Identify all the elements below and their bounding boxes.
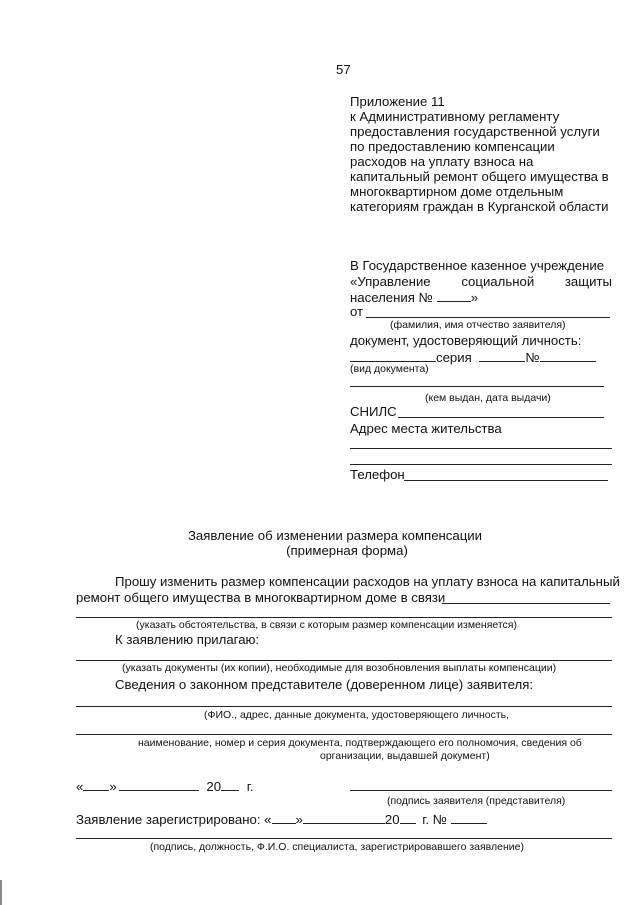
representative-caption3: организации, выдавшей документ): [320, 750, 490, 762]
addressee-word: защиты: [564, 274, 612, 289]
request-line1: Прошу изменить размер компенсации расходов на уплату взноса на капитальный: [115, 574, 620, 589]
address-field-line2[interactable]: [350, 464, 612, 465]
registered-year-field[interactable]: [400, 812, 416, 824]
document-number-field[interactable]: [540, 350, 596, 362]
request-line2: ремонт общего имущества в многоквартирном доме в связи: [76, 590, 446, 605]
registered-number-label: г. №: [422, 812, 447, 827]
addressee-line3: [350, 290, 478, 305]
date-day-field[interactable]: [83, 779, 109, 791]
registration-row: [76, 812, 487, 827]
specialist-caption: (подпись, должность, Ф.И.О. специалиста, зарегистрировавшего заявление): [150, 841, 524, 853]
addressee-line2: [350, 274, 612, 289]
attachments-field[interactable]: [76, 660, 612, 661]
form-title: Заявление об изменении размера компенсации: [187, 528, 483, 543]
appendix-line: по предоставлению компенсации: [350, 139, 555, 154]
closing-quote: »: [470, 290, 479, 305]
applicant-name-field[interactable]: [366, 317, 610, 318]
appendix-header: [350, 94, 609, 214]
document-type-caption: (вид документа): [350, 363, 429, 375]
registered-number-field[interactable]: [451, 812, 487, 824]
date-close-quote: »: [109, 779, 117, 794]
address-field-line1[interactable]: [350, 448, 612, 449]
issued-by-field[interactable]: [350, 386, 604, 387]
appendix-line: Приложение 11: [350, 94, 445, 109]
date-year-field[interactable]: [221, 779, 239, 791]
institution-number-field[interactable]: [437, 290, 471, 302]
series-field[interactable]: [479, 350, 525, 362]
specialist-signature-field[interactable]: [76, 838, 612, 839]
date-open-quote: «: [76, 779, 84, 794]
date-row: [76, 779, 254, 794]
attachments-label: К заявлению прилагаю:: [115, 632, 260, 647]
phone-field[interactable]: [404, 480, 608, 481]
representative-label: Сведения о законном представителе (доверенном лице) заявителя:: [115, 677, 534, 692]
appendix-line: многоквартирном доме отдельным: [350, 184, 564, 199]
registered-year-prefix: 20: [384, 812, 400, 827]
form-subtitle: (примерная форма): [286, 543, 408, 558]
registered-label: Заявление зарегистрировано: «: [76, 812, 272, 827]
appendix-line: категориям граждан в Курганской области: [350, 199, 609, 214]
registered-close-quote: »: [295, 812, 303, 827]
series-label: серия: [436, 350, 472, 365]
reason-caption: (указать обстоятельства, в связи с которым размер компенсации изменяется): [136, 619, 517, 631]
address-label: Адрес места жительства: [350, 421, 502, 436]
applicant-name-caption: (фамилия, имя отчество заявителя): [390, 319, 566, 331]
document-type-field[interactable]: [350, 350, 436, 362]
scan-edge: [0, 880, 2, 905]
date-month-field[interactable]: [119, 779, 199, 791]
registered-day-field[interactable]: [272, 812, 296, 824]
representative-caption1: (ФИО., адрес, данные документа, удостоверяющего личность,: [204, 709, 510, 721]
page-number: 57: [336, 62, 351, 77]
applicant-signature-field[interactable]: [350, 790, 612, 791]
signature-caption: (подпись заявителя (представителя): [387, 795, 566, 807]
registered-month-field[interactable]: [303, 812, 385, 824]
attachments-caption: (указать документы (их копии), необходимые для возобновления выплаты компенсации): [122, 662, 557, 674]
institution-number-label: населения №: [350, 290, 433, 305]
addressee-word: социальной: [461, 274, 535, 289]
appendix-line: к Административному регламенту: [350, 109, 560, 124]
id-document-label: документ, удостоверяющий личность:: [350, 333, 582, 348]
issued-by-caption: (кем выдан, дата выдачи): [425, 392, 551, 404]
appendix-line: предоставления государственной услуги: [350, 124, 600, 139]
phone-label: Телефон: [350, 467, 405, 482]
number-label: №: [525, 350, 540, 365]
representative-caption2: наименование, номер и серия документа, подтверждающего его полномочия, сведения об: [138, 737, 582, 749]
representative-field-line1[interactable]: [76, 706, 612, 707]
addressee-line1: В Государственное казенное учреждение: [350, 258, 605, 273]
addressee-word: «Управление: [350, 274, 431, 289]
representative-field-line2[interactable]: [76, 734, 612, 735]
appendix-line: расходов на уплату взноса на: [350, 154, 534, 169]
date-year-prefix: 20: [206, 779, 222, 794]
snils-label: СНИЛС: [350, 404, 397, 419]
appendix-line: капитальный ремонт общего имущества в: [350, 169, 609, 184]
snils-field[interactable]: [398, 417, 604, 418]
reason-field[interactable]: [76, 617, 612, 618]
from-label: от: [350, 304, 364, 319]
date-year-suffix: г.: [246, 779, 254, 794]
reason-field-inline[interactable]: [442, 603, 610, 604]
